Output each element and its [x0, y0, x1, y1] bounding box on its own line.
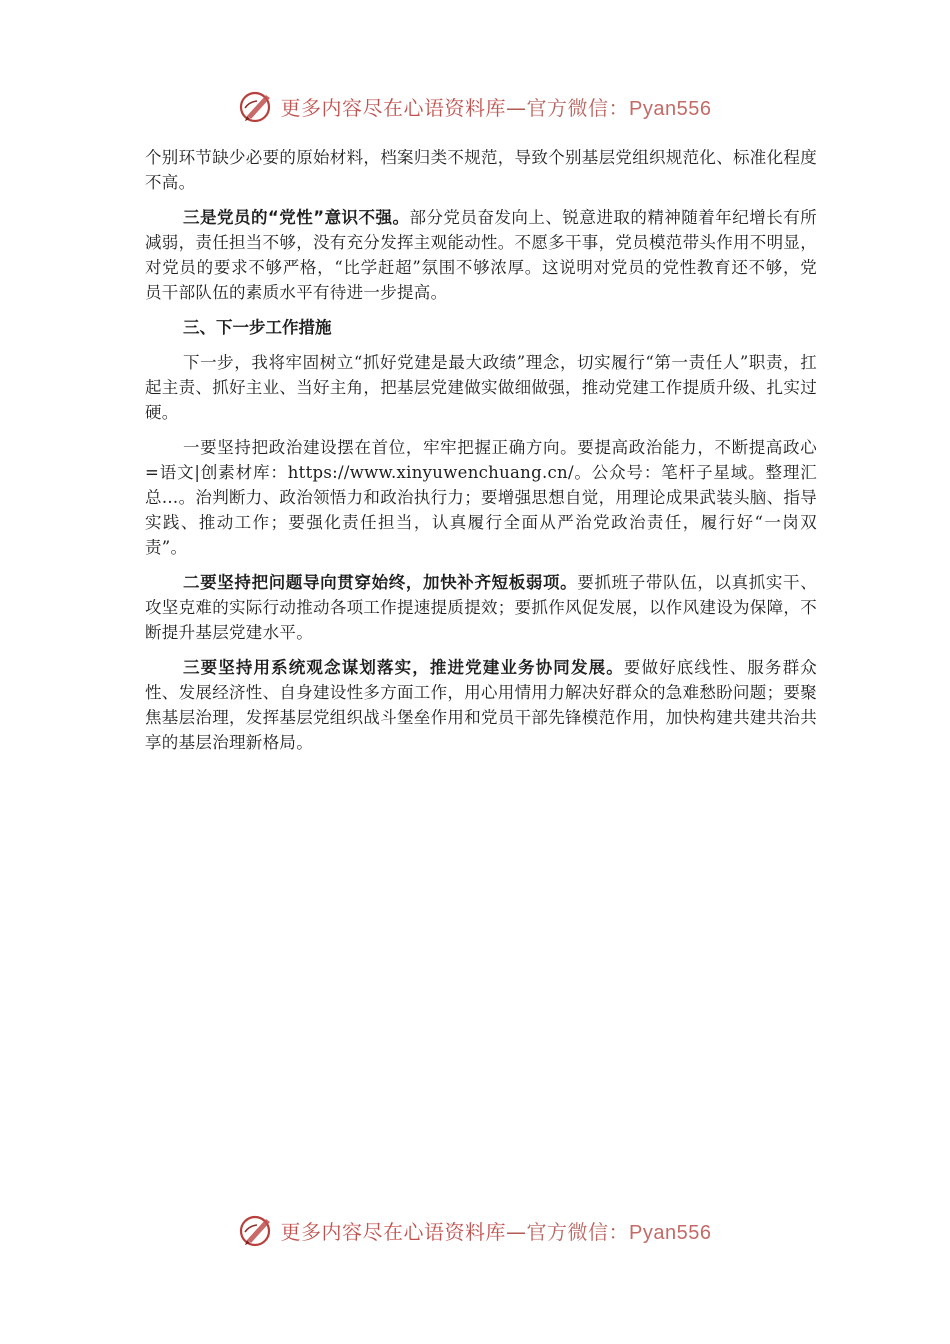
banner-wechat-id: Pyan556 — [629, 97, 712, 120]
paragraph-2-text: 部分党员奋发向上、锐意进取的精神随着年纪增长有所减弱，责任担当不够，没有充分发挥主观能动性。不愿多干事，党员模范带头作用不明显，对党员的要求不够严格，“比学赶超”氛围不够浓厚。这说明对党员的党性教育还不够，党员干部队伍的素质水平有待进一步提高。 — [145, 208, 818, 302]
banner-wechat-label: 官方微信： — [526, 1219, 630, 1244]
paragraph-1: 个别环节缺少必要的原始材料，档案归类不规范，导致个别基层党组织规范化、标准化程度不高。 — [145, 148, 817, 192]
banner-separator: — — [506, 1219, 527, 1244]
section-heading-3: 三、下一步工作措施 — [183, 318, 332, 337]
document-body — [145, 145, 817, 765]
banner-wechat-id: Pyan556 — [629, 1221, 712, 1244]
paragraph-6 — [145, 570, 817, 645]
paragraph-5: 一要坚持把政治建设摆在首位，牢牢把握正确方向。要提高政治能力，不断提高政心=语文|创素材库：https://www.xinyuwenchuang.cn/。公众号：笔杆子星域。整理汇总…。治判断力、政治领悟力和政治执行力；要增强思想自觉，用理论成果武装头脑、指导实践、推动工作；要强化责任担当，认真履行全面从严治党政治责任，履行好“一岗双责”。 — [145, 438, 817, 557]
paragraph-7 — [145, 655, 817, 755]
footer-banner — [0, 1208, 950, 1252]
banner-separator: — — [506, 95, 527, 120]
pen-logo-icon — [239, 88, 275, 124]
pen-logo-icon — [239, 1212, 275, 1248]
paragraph-6-lead: 二要坚持把问题导向贯穿始终，加快补齐短板弱项。 — [183, 573, 578, 592]
banner-main-text: 更多内容尽在心语资料库 — [280, 95, 507, 120]
paragraph-7-lead: 三要坚持用系统观念谋划落实，推进党建业务协同发展。 — [183, 658, 624, 677]
paragraph-4: 下一步，我将牢固树立“抓好党建是最大政绩”理念，切实履行“第一责任人”职责，扛起主责、抓好主业、当好主角，把基层党建做实做细做强，推动党建工作提质升级、扎实过硬。 — [145, 353, 817, 422]
banner-wechat-label: 官方微信： — [526, 95, 630, 120]
paragraph-2 — [145, 205, 817, 305]
paragraph-7-text: 要做好底线性、服务群众性、发展经济性、自身建设性多方面工作，用心用情用力解决好群众的急难愁盼问题；要聚焦基层治理，发挥基层党组织战斗堡垒作用和党员干部先锋模范作用，加快构建共建共治共享的基层治理新格局。 — [145, 658, 817, 752]
paragraph-6-text: 要抓班子带队伍，以真抓实干、攻坚克难的实际行动推动各项工作提速提质提效；要抓作风促发展，以作风建设为保障，不断提升基层党建水平。 — [145, 573, 818, 642]
paragraph-2-lead: 三是党员的“党性”意识不强。 — [183, 208, 410, 227]
banner-main-text: 更多内容尽在心语资料库 — [280, 1219, 507, 1244]
header-banner — [0, 84, 950, 128]
